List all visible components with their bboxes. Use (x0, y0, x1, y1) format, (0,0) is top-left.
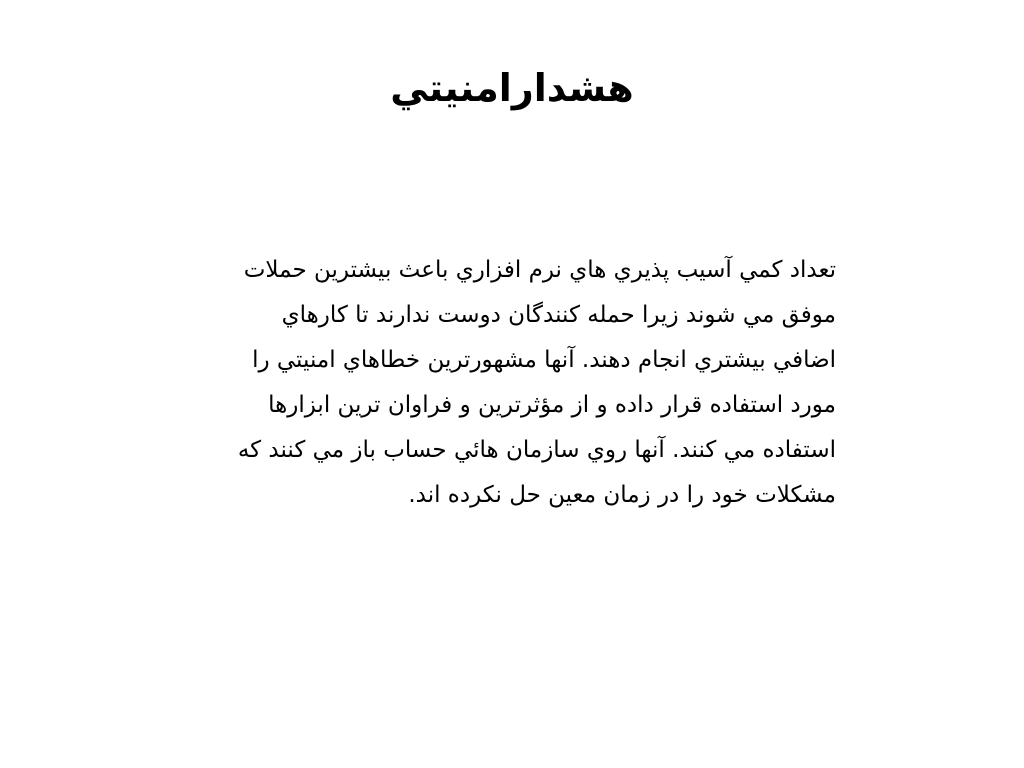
body-line: مشکلات خود را در زمان معين حل نکرده اند. (408, 482, 836, 508)
slide-title: هشدارامنيتي (390, 66, 634, 110)
body-line: تعداد کمي آسيب پذيري هاي نرم افزاري باعث بيشترين حملات (243, 257, 836, 283)
body-line: استفاده مي کنند. آنها روي سازمان هائي حساب باز مي کنند که (237, 437, 836, 463)
body-line: اضافي بيشتري انجام دهند. آنها مشهورترين خطاهاي امنيتي را (252, 347, 836, 373)
body-line: موفق مي شوند زيرا حمله کنندگان دوست ندارند تا کارهاي (281, 302, 836, 328)
slide-body-text (136, 248, 836, 518)
body-line: مورد استفاده قرار داده و از مؤثرترين و فراوان ترين ابزارها (268, 392, 836, 418)
